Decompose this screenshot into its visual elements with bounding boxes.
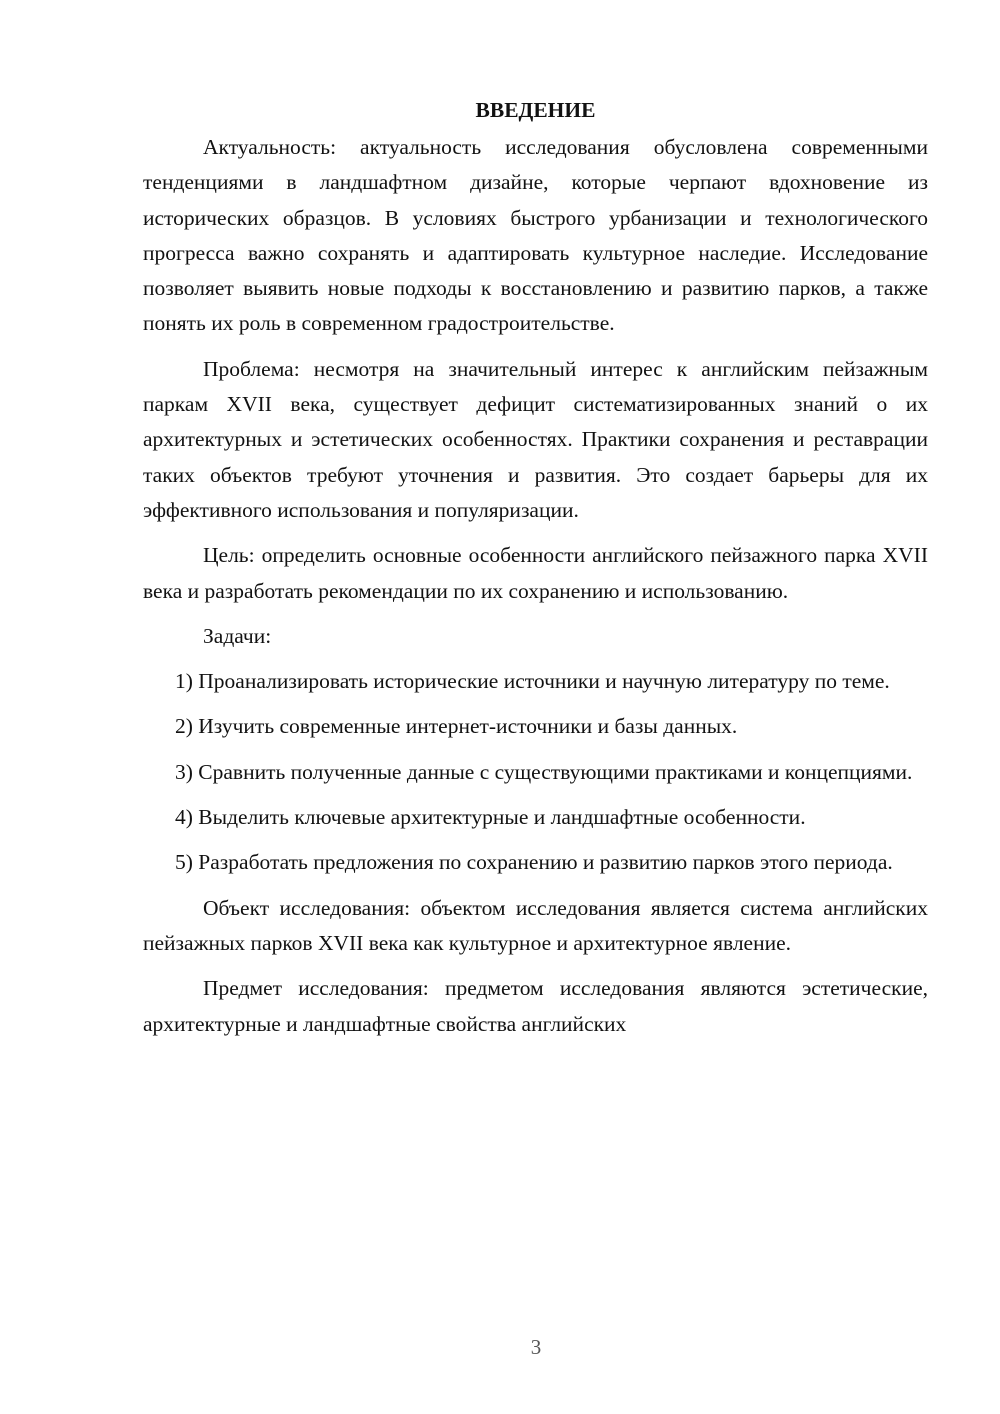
task-item-2: 2) Изучить современные интернет-источники и базы данных.: [175, 714, 738, 739]
page-content: [143, 92, 928, 1052]
page-number: 3: [530, 1335, 542, 1359]
paragraph-relevance: Актуальность: актуальность исследования обусловлена современными тенденциями в ландшафтном дизайне, которые черпают вдохновение из исторических образцов. В условиях быстрого урбанизации и технологического прогресса важно сохранять и адаптировать культурное наследие. Исследование позволяет выявить новые подходы к восстановлению и развитию парков, а также понять их роль в современном градостроительстве.: [143, 135, 928, 336]
task-item-3: 3) Сравнить полученные данные с существующими практиками и концепциями.: [175, 759, 913, 784]
paragraph-object: Объект исследования: объектом исследования является система английских пейзажных парков XVII века как культурное и архитектурное явление.: [143, 895, 928, 955]
paragraph-problem: Проблема: несмотря на значительный интерес к английским пейзажным паркам XVII века, существует дефицит систематизированных знаний о их архитектурных и эстетических особенностях. Практики сохранения и реставрации таких объектов требуют уточнения и развития. Это создает барьеры для их эффективного использования и популяризации.: [143, 356, 928, 522]
paragraph-subject: Предмет исследования: предметом исследования являются эстетические, архитектурные и ландшафтные свойства английских: [143, 976, 928, 1036]
task-item-1: 1) Проанализировать исторические источники и научную литературу по теме.: [175, 669, 890, 694]
tasks-label: Задачи:: [203, 623, 272, 648]
task-item-5: 5) Разработать предложения по сохранению и развитию парков этого периода.: [175, 850, 893, 875]
task-item-4: 4) Выделить ключевые архитектурные и ландшафтные особенности.: [175, 805, 806, 830]
paragraph-goal: Цель: определить основные особенности английского пейзажного парка XVII века и разработать рекомендации по их сохранению и использованию.: [143, 543, 928, 603]
section-heading: ВВЕДЕНИЕ: [475, 98, 596, 122]
